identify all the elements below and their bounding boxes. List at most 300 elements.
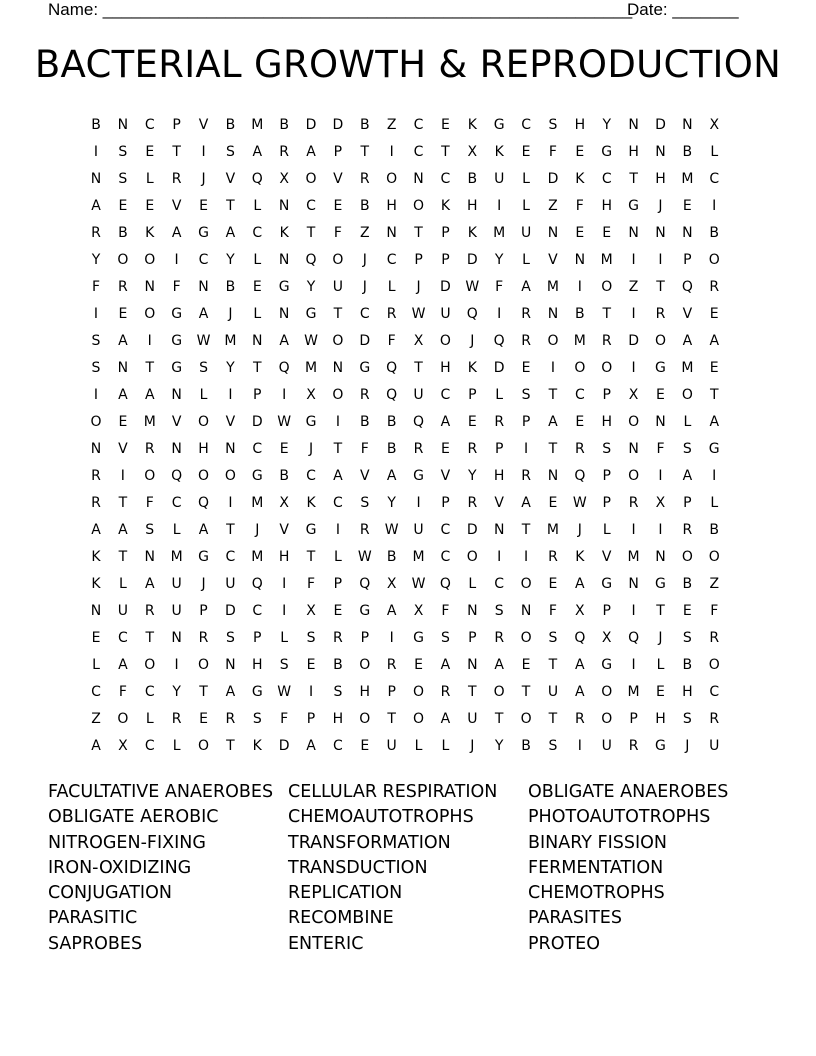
grid-letter: U [547,684,559,700]
grid-letter: J [201,171,206,187]
grid-letter: U [494,171,505,187]
grid-letter: N [655,144,666,160]
grid-letter: L [522,171,530,187]
grid-letter: Y [494,738,504,754]
grid-letter: R [386,306,397,322]
grid-letter: X [413,333,424,349]
grid-letter: S [682,630,692,646]
grid-letter: O [198,468,210,484]
grid-letter: E [414,657,423,673]
grid-letter: R [91,468,101,484]
grid-letter: E [548,576,558,592]
grid-letter: C [359,306,370,322]
word-list-item: PROTEO [528,933,601,954]
grid-letter: L [145,171,154,187]
grid-letter: R [628,495,639,511]
grid-letter: I [93,387,99,403]
grid-letter: A [440,414,451,430]
grid-letter: T [548,711,558,727]
grid-letter: S [682,711,692,727]
grid-letter: X [709,117,720,133]
grid-letter: J [362,252,367,268]
grid-letter: F [548,603,557,619]
grid-letter: Z [386,117,397,133]
grid-letter: L [441,738,450,754]
grid-letter: P [441,252,450,268]
word-list-item: OBLIGATE AEROBIC [48,807,219,828]
grid-letter: N [467,657,478,673]
grid-letter: F [333,225,342,241]
grid-letter: J [308,441,314,457]
grid-letter: N [547,468,559,484]
grid-letter: W [357,549,372,565]
grid-letter: I [335,414,340,430]
grid-letter: H [386,198,397,214]
grid-letter: G [359,603,371,619]
grid-letter: F [548,144,557,160]
grid-letter: T [548,657,558,673]
date-field-line: Date: _______ [627,0,739,19]
grid-letter: T [226,198,235,214]
grid-letter: J [201,576,206,592]
grid-letter: B [709,522,720,538]
grid-letter: I [147,333,152,349]
grid-letter: A [225,684,236,700]
grid-letter: L [253,306,262,322]
word-list-column-3 [528,780,768,957]
grid-letter: O [601,711,613,727]
grid-letter: I [631,360,636,376]
grid-letter: O [439,333,451,349]
grid-letter: B [118,225,128,241]
grid-letter: A [333,468,343,484]
grid-letter: C [413,144,424,160]
grid-letter: F [91,279,101,295]
grid-letter: H [198,441,209,457]
grid-letter: N [278,306,290,322]
grid-letter: R [601,333,612,349]
grid-letter: G [708,441,720,457]
grid-letter: O [708,549,720,565]
grid-letter: H [655,171,666,187]
grid-letter: L [118,576,127,592]
grid-letter: V [118,441,128,457]
grid-letter: Z [548,198,558,214]
grid-letter: O [305,171,317,187]
grid-letter: E [279,441,289,457]
grid-letter: L [172,522,181,538]
grid-letter: D [332,117,344,133]
grid-letter: K [467,117,477,133]
grid-letter: Y [91,252,101,268]
grid-letter: L [414,738,423,754]
grid-letter: L [495,387,504,403]
grid-letter: R [144,603,155,619]
grid-letter: V [333,171,343,187]
grid-letter: S [333,684,343,700]
grid-letter: P [602,387,611,403]
grid-letter: L [199,387,208,403]
grid-letter: K [575,549,585,565]
word-list-item: FERMENTATION [528,857,664,878]
grid-letter: S [602,441,612,457]
grid-letter: Z [91,711,101,727]
grid-letter: O [117,711,129,727]
grid-letter: I [497,549,502,565]
grid-letter: Q [628,630,640,646]
grid-letter: N [547,306,559,322]
grid-letter: P [521,414,531,430]
grid-letter: O [466,549,478,565]
grid-letter: U [386,738,397,754]
grid-letter: V [601,549,612,565]
grid-letter: R [386,657,397,673]
grid-letter: E [118,414,128,430]
grid-letter: Q [681,279,693,295]
grid-letter: C [144,117,155,133]
grid-letter: C [198,252,209,268]
word-list-column-1 [48,780,288,957]
grid-letter: O [654,333,666,349]
grid-letter: C [252,441,263,457]
grid-letter: R [198,630,209,646]
grid-letter: L [468,576,477,592]
grid-letter: N [171,441,182,457]
grid-letter: N [278,198,290,214]
grid-letter: N [225,441,236,457]
grid-letter: N [90,603,102,619]
grid-letter: E [145,144,155,160]
grid-letter: O [198,738,210,754]
grid-letter: G [278,279,290,295]
grid-letter: D [466,252,478,268]
grid-letter: S [521,387,531,403]
grid-letter: R [467,495,478,511]
grid-letter: L [280,630,289,646]
grid-letter: C [601,171,612,187]
grid-letter: P [602,495,611,511]
grid-letter: L [683,414,692,430]
grid-letter: S [145,522,155,538]
grid-letter: C [306,468,316,484]
grid-letter: B [359,117,370,133]
grid-letter: A [91,198,101,214]
grid-letter: R [521,468,531,484]
word-list-item: PARASITES [528,908,622,929]
grid-letter: T [306,225,316,241]
grid-letter: O [547,333,559,349]
grid-letter: A [306,144,316,160]
word-list-item: OBLIGATE ANAEROBES [528,782,729,802]
grid-letter: N [278,252,290,268]
grid-letter: O [520,576,532,592]
grid-letter: X [386,576,397,592]
grid-letter: B [467,171,478,187]
grid-letter: E [252,279,262,295]
grid-letter: F [656,441,665,457]
grid-letter: K [145,225,155,241]
grid-letter: A [306,738,316,754]
grid-letter: K [467,360,477,376]
grid-letter: Z [360,225,370,241]
grid-letter: M [304,360,318,376]
grid-letter: E [118,306,128,322]
grid-letter: Z [628,279,639,295]
grid-letter: R [574,441,585,457]
grid-letter: C [709,171,720,187]
grid-letter: S [306,630,316,646]
grid-letter: A [440,711,451,727]
grid-letter: M [681,171,694,187]
grid-letter: T [441,144,450,160]
grid-letter: S [494,603,504,619]
grid-letter: E [682,603,692,619]
word-list-item: CHEMOTROPHS [528,883,665,904]
grid-letter: S [548,117,558,133]
grid-letter: V [494,495,504,511]
grid-letter: M [143,414,156,430]
grid-letter: N [628,225,639,241]
grid-letter: P [468,630,477,646]
grid-letter: E [91,630,101,646]
word-search-grid [84,112,734,760]
grid-letter: N [332,360,344,376]
grid-letter: I [120,468,125,484]
grid-letter: U [171,576,182,592]
grid-letter: I [389,144,394,160]
grid-letter: I [631,657,636,673]
word-list-item: IRON-OXIDIZING [48,857,192,878]
grid-letter: B [386,549,397,565]
grid-letter: R [413,441,424,457]
word-list-item: ENTERIC [288,933,364,954]
grid-letter: O [601,360,613,376]
grid-letter: A [521,495,531,511]
grid-letter: R [521,306,531,322]
grid-letter: U [467,711,478,727]
grid-letter: Y [226,252,235,268]
grid-letter: B [682,576,693,592]
grid-letter: E [467,414,477,430]
grid-letter: L [253,198,262,214]
grid-letter: Q [574,630,586,646]
grid-letter: C [440,522,451,538]
grid-letter: R [467,441,478,457]
grid-letter: C [306,198,316,214]
grid-letter: R [682,522,693,538]
grid-letter: O [332,387,344,403]
grid-letter: S [118,144,128,160]
grid-letter: Y [387,495,396,511]
grid-letter: C [144,684,155,700]
grid-letter: H [655,711,666,727]
grid-letter: A [171,225,182,241]
grid-letter: U [117,603,128,619]
grid-letter: A [91,738,101,754]
grid-letter: D [251,414,263,430]
page-title: BACTERIAL GROWTH & REPRODUCTION [34,43,782,86]
grid-letter: G [601,657,613,673]
grid-letter: P [468,387,477,403]
grid-letter: E [199,711,208,727]
grid-letter: P [387,684,396,700]
grid-letter: T [199,684,208,700]
grid-letter: F [145,495,154,511]
grid-letter: J [470,333,475,349]
grid-letter: S [225,630,235,646]
grid-letter: D [493,360,505,376]
grid-letter: X [467,144,478,160]
grid-letter: H [252,657,263,673]
grid-letter: C [413,117,424,133]
grid-letter: P [199,603,208,619]
grid-letter: Q [198,495,210,511]
grid-letter: D [305,117,317,133]
grid-letter: K [91,549,101,565]
grid-letter: E [306,657,316,673]
grid-letter: R [144,441,155,457]
grid-letter: H [628,144,639,160]
grid-letter: O [681,387,693,403]
grid-letter: N [520,603,532,619]
grid-letter: M [412,549,425,565]
grid-letter: G [601,144,613,160]
grid-letter: W [384,522,399,538]
grid-letter: Q [305,252,317,268]
grid-letter: H [601,198,612,214]
grid-letter: B [682,144,693,160]
grid-letter: S [548,738,558,754]
grid-letter: N [655,549,666,565]
grid-letter: L [522,198,530,214]
grid-letter: L [656,657,665,673]
grid-letter: B [575,306,585,322]
grid-letter: R [118,279,128,295]
grid-letter: S [91,360,101,376]
grid-letter: N [252,333,263,349]
grid-letter: A [144,576,155,592]
grid-letter: T [252,360,262,376]
grid-letter: B [386,441,397,457]
grid-letter: C [709,684,720,700]
grid-letter: I [577,738,582,754]
grid-letter: L [387,279,396,295]
grid-letter: L [92,657,100,673]
grid-letter: F [387,333,396,349]
grid-letter: A [682,468,693,484]
grid-letter: N [171,630,182,646]
grid-letter: U [601,738,612,754]
grid-letter: P [441,225,450,241]
grid-letter: E [360,738,370,754]
grid-letter: A [709,414,720,430]
grid-letter: P [683,495,692,511]
grid-letter: T [226,522,235,538]
grid-letter: I [335,522,340,538]
grid-letter: H [467,198,478,214]
grid-letter: V [440,468,451,484]
grid-letter: N [413,171,424,187]
grid-letter: D [655,117,666,133]
grid-letter: I [174,252,179,268]
grid-letter: R [171,711,182,727]
grid-letter: E [441,117,450,133]
grid-letter: R [359,387,370,403]
grid-letter: W [196,333,211,349]
grid-letter: R [521,333,531,349]
grid-letter: J [685,738,690,754]
grid-letter: I [524,441,529,457]
grid-letter: P [629,711,638,727]
grid-letter: J [577,522,582,538]
grid-letter: I [93,144,99,160]
grid-letter: Q [251,171,263,187]
grid-letter: I [282,576,287,592]
grid-letter: G [413,630,424,646]
grid-letter: U [520,225,532,241]
grid-letter: G [198,549,209,565]
grid-letter: N [90,441,102,457]
grid-letter: B [225,117,236,133]
grid-letter: T [414,360,423,376]
grid-letter: X [628,387,639,403]
grid-letter: J [228,306,233,322]
grid-letter: A [548,414,558,430]
grid-letter: X [575,603,585,619]
grid-letter: E [575,225,585,241]
grid-letter: K [91,576,101,592]
grid-letter: C [171,495,182,511]
grid-letter: N [682,225,693,241]
grid-letter: K [494,144,504,160]
grid-letter: U [709,738,720,754]
word-list-column-2 [288,780,528,957]
grid-letter: R [91,495,101,511]
grid-letter: R [279,144,290,160]
grid-letter: F [360,441,369,457]
grid-letter: G [413,468,424,484]
grid-letter: R [709,630,720,646]
grid-letter: A [575,657,585,673]
grid-letter: G [359,360,371,376]
grid-letter: J [658,630,663,646]
grid-letter: N [682,117,693,133]
grid-letter: O [332,252,344,268]
grid-letter: S [91,333,101,349]
grid-letter: M [546,522,559,538]
grid-letter: S [225,144,235,160]
grid-letter: A [118,657,128,673]
grid-letter: H [493,468,505,484]
grid-letter: T [226,738,235,754]
grid-letter: N [655,225,666,241]
grid-letter: K [440,198,451,214]
grid-letter: C [333,495,343,511]
grid-letter: H [574,117,586,133]
grid-letter: H [359,684,371,700]
grid-letter: N [655,414,666,430]
grid-letter: Y [468,468,477,484]
grid-letter: U [225,576,236,592]
grid-letter: C [91,684,101,700]
grid-letter: N [198,279,209,295]
grid-letter: G [171,333,183,349]
grid-letter: O [144,657,156,673]
grid-letter: C [521,117,531,133]
grid-letter: M [627,549,640,565]
grid-letter: D [440,279,451,295]
grid-letter: I [631,306,636,322]
